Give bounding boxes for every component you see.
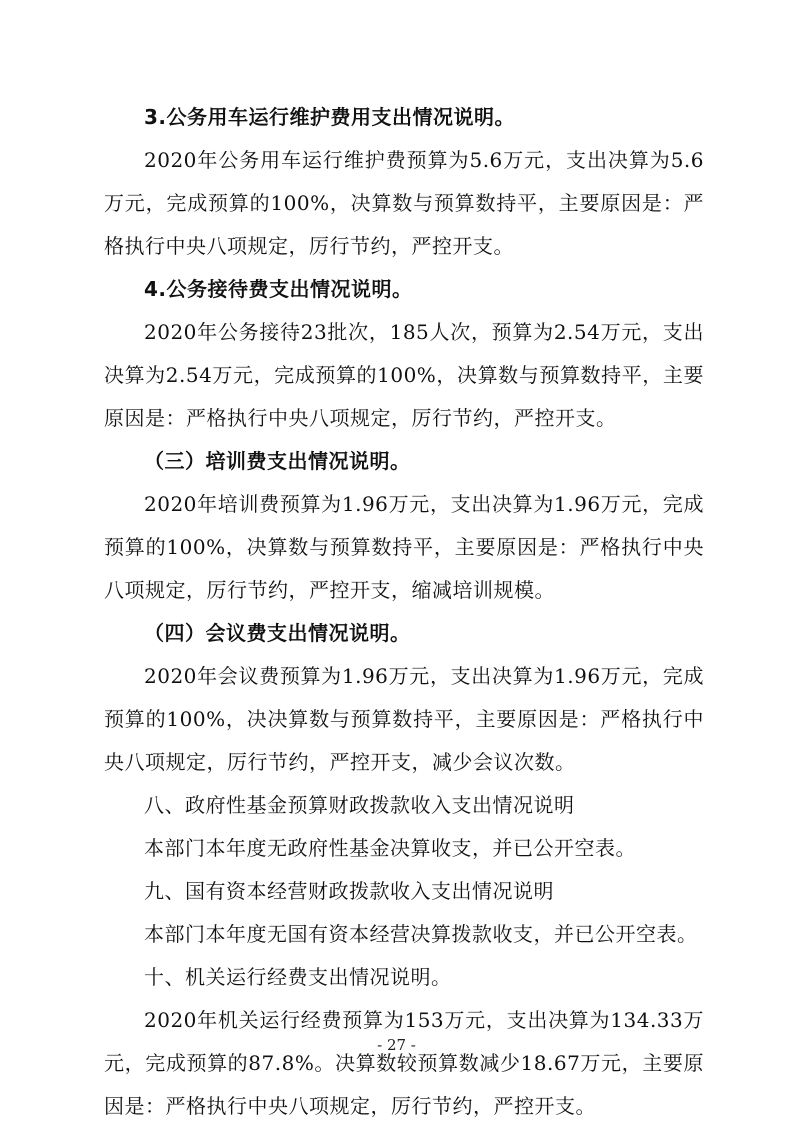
paragraph-state-capital: 本部门本年度无国有资本经营决算拨款收支，并已公开空表。 <box>144 922 698 946</box>
section-heading-training: （三）培训费支出情况说明。 <box>144 449 411 473</box>
section-heading-operating-expenses: 十、机关运行经费支出情况说明。 <box>144 965 452 989</box>
paragraph-operating-expenses: 2020年机关运行经费预算为153万元，支出决算为134.33万元，完成预算的87.8%。决算数较预算数减少18.67万元，主要原因是：严格执行中央八项规定，厉行节约，严控开支。 <box>104 1008 704 1118</box>
section-heading-vehicle-maintenance: 3.公务用车运行维护费用支出情况说明。 <box>144 105 516 129</box>
section-heading-reception: 4.公务接待费支出情况说明。 <box>144 277 413 301</box>
paragraph-vehicle-maintenance: 2020年公务用车运行维护费预算为5.6万元，支出决算为5.6万元，完成预算的100%，决算数与预算数持平，主要原因是：严格执行中央八项规定，厉行节约，严控开支。 <box>104 148 704 258</box>
section-heading-gov-fund: 八、政府性基金预算财政拨款收入支出情况说明 <box>144 793 575 817</box>
paragraph-meetings: 2020年会议费预算为1.96万元，支出决算为1.96万元，完成预算的100%，决决算数与预算数持平，主要原因是：严格执行中央八项规定，厉行节约，严控开支，减少会议次数。 <box>104 664 704 774</box>
paragraph-reception: 2020年公务接待23批次，185人次，预算为2.54万元，支出决算为2.54万元，完成预算的100%，决算数与预算数持平，主要原因是：严格执行中央八项规定，厉行节约，严控开支。 <box>104 320 704 430</box>
section-heading-state-capital: 九、国有资本经营财政拨款收入支出情况说明 <box>144 879 554 903</box>
paragraph-gov-fund: 本部门本年度无政府性基金决算收支，并已公开空表。 <box>144 836 636 860</box>
section-heading-meetings: （四）会议费支出情况说明。 <box>144 621 411 645</box>
paragraph-training: 2020年培训费预算为1.96万元，支出决算为1.96万元，完成预算的100%，决算数与预算数持平，主要原因是：严格执行中央八项规定，厉行节约，严控开支，缩减培训规模。 <box>104 492 704 602</box>
document-body <box>104 96 704 1128</box>
page-number: - 27 - <box>377 1036 416 1054</box>
